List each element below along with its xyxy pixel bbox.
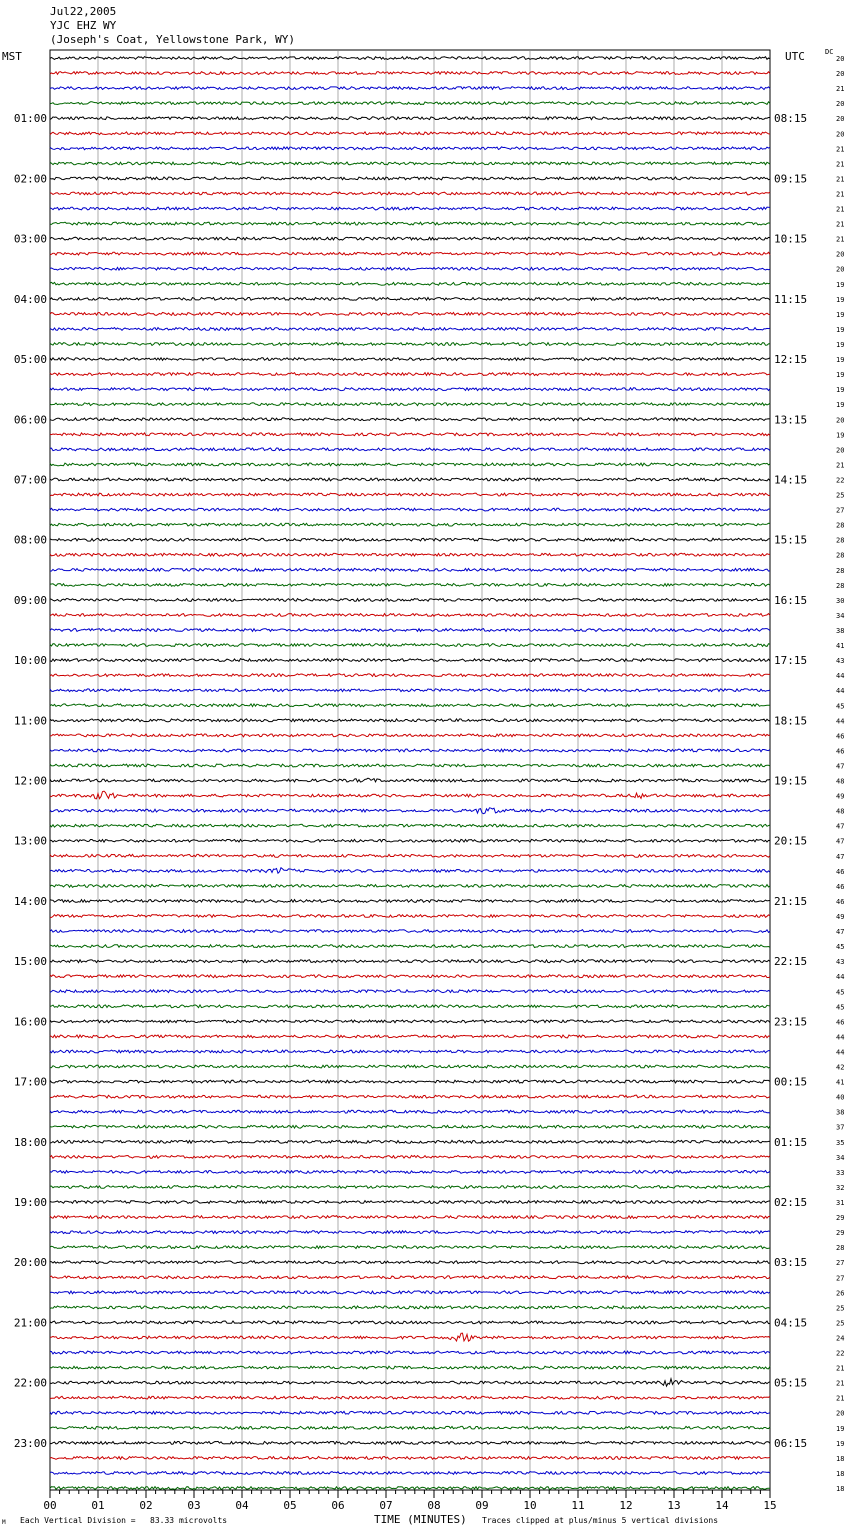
dc-offset-label: 20 [836,115,845,124]
x-tick-label: 06 [331,1499,345,1512]
seismic-trace [50,599,770,602]
left-time-label: 16:00 [13,1015,47,1029]
right-time-label: 23:15 [774,1015,808,1029]
dc-offset-label: 41 [836,642,845,651]
dc-offset-label: 19 [836,295,845,304]
left-time-label: 01:00 [13,112,47,126]
seismic-trace [50,945,770,948]
seismic-trace [50,207,770,210]
x-tick-label: 09 [475,1499,489,1512]
dc-offset-label: 21 [836,1394,845,1403]
left-time-label: 19:00 [13,1196,47,1209]
seismic-trace [50,1140,770,1143]
dc-offset-label: 42 [836,1063,845,1072]
seismic-trace [50,900,770,903]
seismic-trace [50,1110,770,1113]
left-time-label: 09:00 [13,593,47,607]
dc-offset-label: 22 [836,1349,845,1358]
dc-offset-label: 20 [836,250,845,259]
seismic-trace [50,868,770,874]
dc-offset-label: 44 [836,687,845,696]
dc-offset-label: 46 [836,732,845,741]
dc-offset-label: 29 [836,1214,845,1223]
left-time-label: 08:00 [13,533,47,547]
right-time-label: 13:15 [774,413,808,427]
seismic-trace [50,704,770,707]
dc-offset-label: 19 [836,431,845,440]
seismic-trace [50,734,770,737]
corner-mark: M [2,1519,6,1526]
seismic-trace [50,568,770,571]
plot-frame [50,50,770,1490]
dc-offset-label: 38 [836,1108,845,1117]
x-tick-label: 13 [667,1499,681,1512]
seismic-trace [50,659,770,662]
dc-offset-label: 47 [836,837,845,846]
seismic-trace [50,1216,770,1219]
seismic-trace [50,493,770,496]
seismic-trace [50,1231,770,1234]
dc-offset-label: 45 [836,702,845,711]
dc-offset-label: 32 [836,1183,845,1192]
seismic-trace [50,1246,770,1249]
left-time-label: 07:00 [13,473,47,487]
dc-offset-label: 19 [836,280,845,289]
left-time-label: 14:00 [13,894,47,908]
dc-offset-label: 47 [836,762,845,771]
right-time-label: 15:15 [774,533,808,547]
seismic-trace [50,553,770,556]
seismic-trace [50,1411,770,1414]
dc-offset-label: 28 [836,1244,845,1253]
dc-offset-label: 45 [836,943,845,952]
dc-offset-label: 33 [836,1168,845,1177]
dc-offset-label: 47 [836,852,845,861]
seismic-trace [50,147,770,150]
seismic-trace [50,1065,770,1068]
dc-offset-label: 46 [836,882,845,891]
dc-offset-label: 21 [836,1379,845,1388]
left-time-label: 13:00 [13,834,47,848]
x-tick-label: 02 [139,1499,153,1512]
left-time-label: 02:00 [13,172,47,186]
dc-offset-label: 26 [836,1289,845,1298]
dc-offset-label: 46 [836,747,845,756]
dc-offset-label: 37 [836,1123,845,1132]
dc-offset-label: 21 [836,160,845,169]
dc-offset-label: 45 [836,988,845,997]
left-time-label: 04:00 [13,292,47,306]
seismic-trace [50,1020,770,1023]
seismic-trace [50,1276,770,1279]
seismic-trace [50,1035,770,1038]
x-tick-label: 12 [619,1499,633,1512]
dc-offset-label: 19 [836,401,845,410]
dc-offset-label: 20 [836,130,845,139]
seismic-trace [50,538,770,541]
seismic-trace [50,72,770,75]
dc-offset-label: 30 [836,596,845,605]
right-time-label: 14:15 [774,473,808,487]
seismic-trace [50,192,770,195]
seismic-trace [50,478,770,481]
dc-offset-label: 19 [836,356,845,365]
seismic-trace [50,57,770,60]
dc-offset-label: 40 [836,1093,845,1102]
left-time-label: 22:00 [13,1376,47,1390]
dc-offset-label: 47 [836,822,845,831]
dc-offset-label: 21 [836,145,845,154]
seismic-trace [50,960,770,963]
station-code: YJC EHZ WY [50,19,117,32]
right-time-label: 08:15 [774,112,808,126]
seismic-trace [50,358,770,361]
seismic-trace [50,808,770,814]
dc-offset-label: 21 [836,461,845,470]
dc-offset-label: 18 [836,1454,845,1463]
dc-offset-label: 34 [836,611,845,620]
seismic-trace [50,1306,770,1309]
dc-offset-label: 19 [836,310,845,319]
seismic-trace [50,1472,770,1475]
right-time-label: 18:15 [774,714,808,728]
x-tick-label: 07 [379,1499,393,1512]
seismic-trace [50,1379,770,1386]
dc-offset-label: 25 [836,1304,845,1313]
seismic-trace [50,778,770,782]
dc-offset-label: 21 [836,235,845,244]
right-time-label: 09:15 [774,172,808,186]
dc-offset-label: 44 [836,973,845,982]
seismic-trace [50,990,770,993]
right-time-label: 12:15 [774,353,808,367]
seismic-trace [50,975,770,978]
dc-offset-label: 19 [836,341,845,349]
right-time-label: 00:15 [774,1075,808,1089]
dc-offset-label: 20 [836,55,845,63]
seismic-trace [50,1156,770,1159]
dc-offset-label: 19 [836,386,845,395]
seismic-trace [50,237,770,240]
seismic-trace [50,824,770,827]
seismic-trace [50,373,770,376]
seismic-trace [50,854,770,857]
seismic-trace [50,583,770,586]
dc-offset-label: 19 [836,1439,845,1448]
dc-offset-label: 18 [836,1469,845,1478]
seismic-trace [50,1080,770,1083]
right-time-label: 21:15 [774,894,808,908]
dc-offset-label: 20 [836,70,845,79]
seismic-trace [50,267,770,270]
seismic-trace [50,1095,770,1098]
left-timezone-label: MST [2,50,22,63]
seismic-trace [50,1426,770,1429]
seismic-trace [50,328,770,331]
right-time-label: 03:15 [774,1256,808,1270]
right-time-label: 16:15 [774,593,808,607]
seismic-trace [50,448,770,451]
seismic-trace [50,418,770,421]
right-time-label: 17:15 [774,654,808,668]
seismic-trace [50,1366,770,1369]
dc-offset-label: 48 [836,807,845,816]
right-time-label: 01:15 [774,1135,808,1149]
dc-offset-label: 19 [836,325,845,334]
dc-offset-label: 19 [836,371,845,380]
dc-offset-label: 28 [836,521,845,530]
right-timezone-label: UTC [785,50,805,63]
dc-offset-label: 27 [836,506,845,515]
x-tick-label: 15 [763,1499,777,1512]
left-time-label: 21:00 [13,1316,47,1330]
seismic-trace [50,1321,770,1324]
seismic-trace [50,1351,770,1354]
seismic-trace [50,1261,770,1264]
dc-offset-label: 21 [836,85,845,94]
dc-offset-label: 44 [836,1033,845,1042]
x-tick-label: 05 [283,1499,297,1512]
x-tick-label: 11 [571,1499,585,1512]
dc-offset-label: 20 [836,416,845,425]
right-time-label: 06:15 [774,1436,808,1450]
seismic-trace [50,1441,770,1444]
seismic-trace [50,885,770,888]
seismic-trace [50,282,770,285]
seismic-trace [50,222,770,225]
left-time-label: 15:00 [13,955,47,969]
dc-offset-label: 18 [836,1485,845,1493]
dc-offset-label: 46 [836,897,845,906]
dc-offset-label: 44 [836,1048,845,1057]
seismic-trace [50,1333,770,1341]
dc-offset-label: 31 [836,1199,845,1207]
seismic-trace [50,1396,770,1399]
seismic-trace [50,1291,770,1294]
seismic-trace [50,313,770,316]
seismic-trace [50,749,770,752]
dc-offset-header: DC [825,48,834,56]
left-time-label: 20:00 [13,1256,47,1270]
left-time-label: 05:00 [13,353,47,367]
seismic-trace [50,297,770,300]
seismic-trace [50,523,770,526]
left-time-label: 17:00 [13,1075,47,1089]
dc-offset-label: 27 [836,1274,845,1283]
seismic-trace [50,644,770,647]
right-time-label: 20:15 [774,834,808,848]
seismic-trace [50,1171,770,1174]
seismic-trace [50,162,770,165]
seismic-trace [50,614,770,617]
plot-date: Jul22,2005 [50,5,117,18]
dc-offset-label: 21 [836,190,845,199]
dc-offset-label: 48 [836,777,845,786]
seismic-trace [50,463,770,466]
seismic-trace [50,1487,770,1490]
seismic-trace [50,764,770,767]
left-time-label: 06:00 [13,413,47,427]
seismic-trace [50,87,770,90]
dc-offset-label: 20 [836,446,845,455]
seismic-trace [50,508,770,511]
left-time-label: 12:00 [13,774,47,788]
dc-offset-label: 22 [836,476,845,485]
seismic-trace [50,1186,770,1189]
dc-offset-label: 46 [836,1018,845,1027]
dc-offset-label: 20 [836,100,845,109]
right-time-label: 05:15 [774,1376,808,1390]
clip-note: Traces clipped at plus/minus 5 vertical divisions [482,1516,719,1525]
dc-offset-label: 21 [836,1364,845,1373]
dc-offset-label: 25 [836,1319,845,1328]
x-tick-label: 08 [427,1499,441,1512]
dc-offset-label: 21 [836,220,845,229]
dc-offset-label: 41 [836,1078,845,1087]
dc-offset-label: 28 [836,566,845,575]
dc-offset-label: 45 [836,1003,845,1012]
dc-offset-label: 20 [836,265,845,274]
dc-offset-label: 49 [836,792,845,801]
seismic-trace [50,689,770,692]
seismic-trace [50,252,770,255]
left-time-label: 18:00 [13,1135,47,1149]
right-time-label: 02:15 [774,1196,808,1209]
seismic-trace [50,674,770,677]
dc-offset-label: 27 [836,1259,845,1268]
seismic-trace [50,930,770,933]
dc-offset-label: 38 [836,627,845,635]
seismic-trace [50,1125,770,1128]
station-location: (Joseph's Coat, Yellowstone Park, WY) [50,33,296,46]
dc-offset-label: 25 [836,491,845,500]
dc-offset-label: 20 [836,1409,845,1418]
dc-offset-label: 44 [836,717,845,726]
right-time-label: 04:15 [774,1316,808,1330]
dc-offset-label: 49 [836,913,845,921]
dc-offset-label: 21 [836,205,845,214]
x-tick-label: 00 [43,1499,57,1512]
x-tick-label: 10 [523,1499,537,1512]
dc-offset-label: 24 [836,1334,845,1343]
x-tick-label: 04 [235,1499,249,1512]
seismic-trace [50,839,770,842]
dc-offset-label: 28 [836,581,845,590]
left-time-label: 10:00 [13,654,47,668]
dc-offset-label: 46 [836,867,845,876]
dc-offset-label: 43 [836,958,845,967]
dc-offset-label: 35 [836,1138,845,1147]
dc-offset-label: 28 [836,551,845,560]
seismic-trace [50,629,770,632]
seismic-trace [50,1457,770,1460]
seismic-trace [50,915,770,918]
seismic-trace [50,102,770,105]
seismic-trace [50,117,770,120]
seismic-trace [50,177,770,180]
seismic-trace [50,132,770,135]
seismic-trace [50,791,770,799]
x-tick-label: 01 [91,1499,105,1512]
dc-offset-label: 34 [836,1153,845,1162]
dc-offset-label: 47 [836,928,845,937]
seismic-trace [50,433,770,436]
seismic-trace [50,388,770,391]
seismic-trace [50,1201,770,1204]
seismic-trace [50,403,770,406]
left-time-label: 23:00 [13,1436,47,1450]
dc-offset-label: 19 [836,1424,845,1433]
seismic-trace [50,1050,770,1053]
dc-offset-label: 29 [836,1229,845,1238]
seismic-trace [50,719,770,722]
seismic-trace [50,1005,770,1008]
x-tick-label: 14 [715,1499,729,1512]
right-time-label: 22:15 [774,955,808,969]
right-time-label: 19:15 [774,774,808,788]
dc-offset-label: 28 [836,536,845,545]
dc-offset-label: 43 [836,657,845,666]
left-time-label: 11:00 [13,714,47,728]
x-axis-title: TIME (MINUTES) [374,1513,467,1526]
seismic-trace [50,343,770,346]
right-time-label: 10:15 [774,232,808,246]
right-time-label: 11:15 [774,292,808,306]
vertical-scale-note: Each Vertical Division = 83.33 microvolts [20,1516,228,1525]
dc-offset-label: 21 [836,175,845,184]
left-time-label: 03:00 [13,232,47,246]
x-tick-label: 03 [187,1499,201,1512]
dc-offset-label: 44 [836,672,845,681]
